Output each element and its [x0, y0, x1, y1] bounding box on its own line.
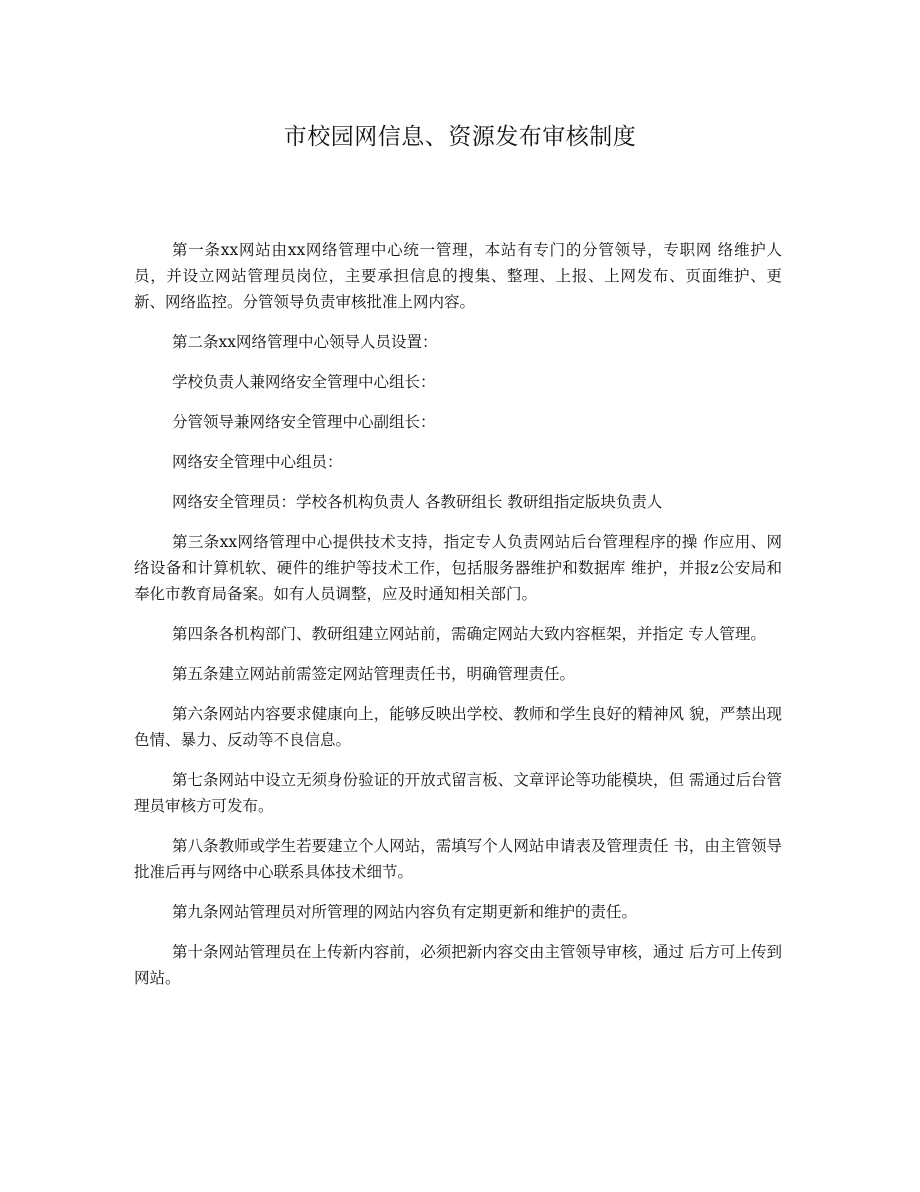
leader-group-deputy-line: 分管领导兼网络安全管理中心副组长：	[172, 413, 436, 431]
document-body	[134, 237, 782, 1005]
article-8-paragraph: 第八条教师或学生若要建立个人网站，需填写个人网站申请表及管理责任 书，由主管领导批准后再与网络中心联系具体技术细节。	[134, 837, 782, 881]
article-10-paragraph: 第十条网站管理员在上传新内容前，必须把新内容交由主管领导审核，通过 后方可上传到网站。	[134, 943, 782, 987]
leader-group-head-line: 学校负责人兼网络安全管理中心组长：	[172, 373, 436, 391]
article-7-paragraph: 第七条网站中设立无须身份验证的开放式留言板、文章评论等功能模块，但 需通过后台管理员审核方可发布。	[134, 771, 782, 815]
article-1-paragraph: 第一条xx网站由xx网络管理中心统一管理，本站有专门的分管领导，专职网 络维护人员，并设立网站管理员岗位，主要承担信息的搜集、整理、上报、上网发布、页面维护、更新、网络监控。分管领导负责审核批准上网内容。	[134, 241, 782, 311]
article-3-paragraph: 第三条xx网络管理中心提供技术支持，指定专人负责网站后台管理程序的操 作应用、网络设备和计算机软、硬件的维护等技术工作，包括服务器维护和数据库 维护，并报z公安局和奉化市教育局备案。如有人员调整，应及时通知相关部门。	[134, 533, 782, 603]
article-2-paragraph: 第二条xx网络管理中心领导人员设置：	[172, 333, 438, 351]
article-9-paragraph: 第九条网站管理员对所管理的网站内容负有定期更新和维护的责任。	[172, 903, 638, 921]
article-5-paragraph: 第五条建立网站前需签定网站管理责任书，明确管理责任。	[172, 665, 576, 683]
article-4-paragraph: 第四条各机构部门、教研组建立网站前，需确定网站大致内容框架，并指定 专人管理。	[172, 625, 766, 643]
security-admin-line: 网络安全管理员：学校各机构负责人 各教研组长 教研组指定版块负责人	[172, 493, 663, 511]
document-title: 市校园网信息、资源发布审核制度	[283, 124, 637, 150]
article-6-paragraph: 第六条网站内容要求健康向上，能够反映出学校、教师和学生良好的精神风 貌，严禁出现色情、暴力、反动等不良信息。	[134, 705, 782, 749]
group-members-line: 网络安全管理中心组员：	[172, 453, 343, 471]
